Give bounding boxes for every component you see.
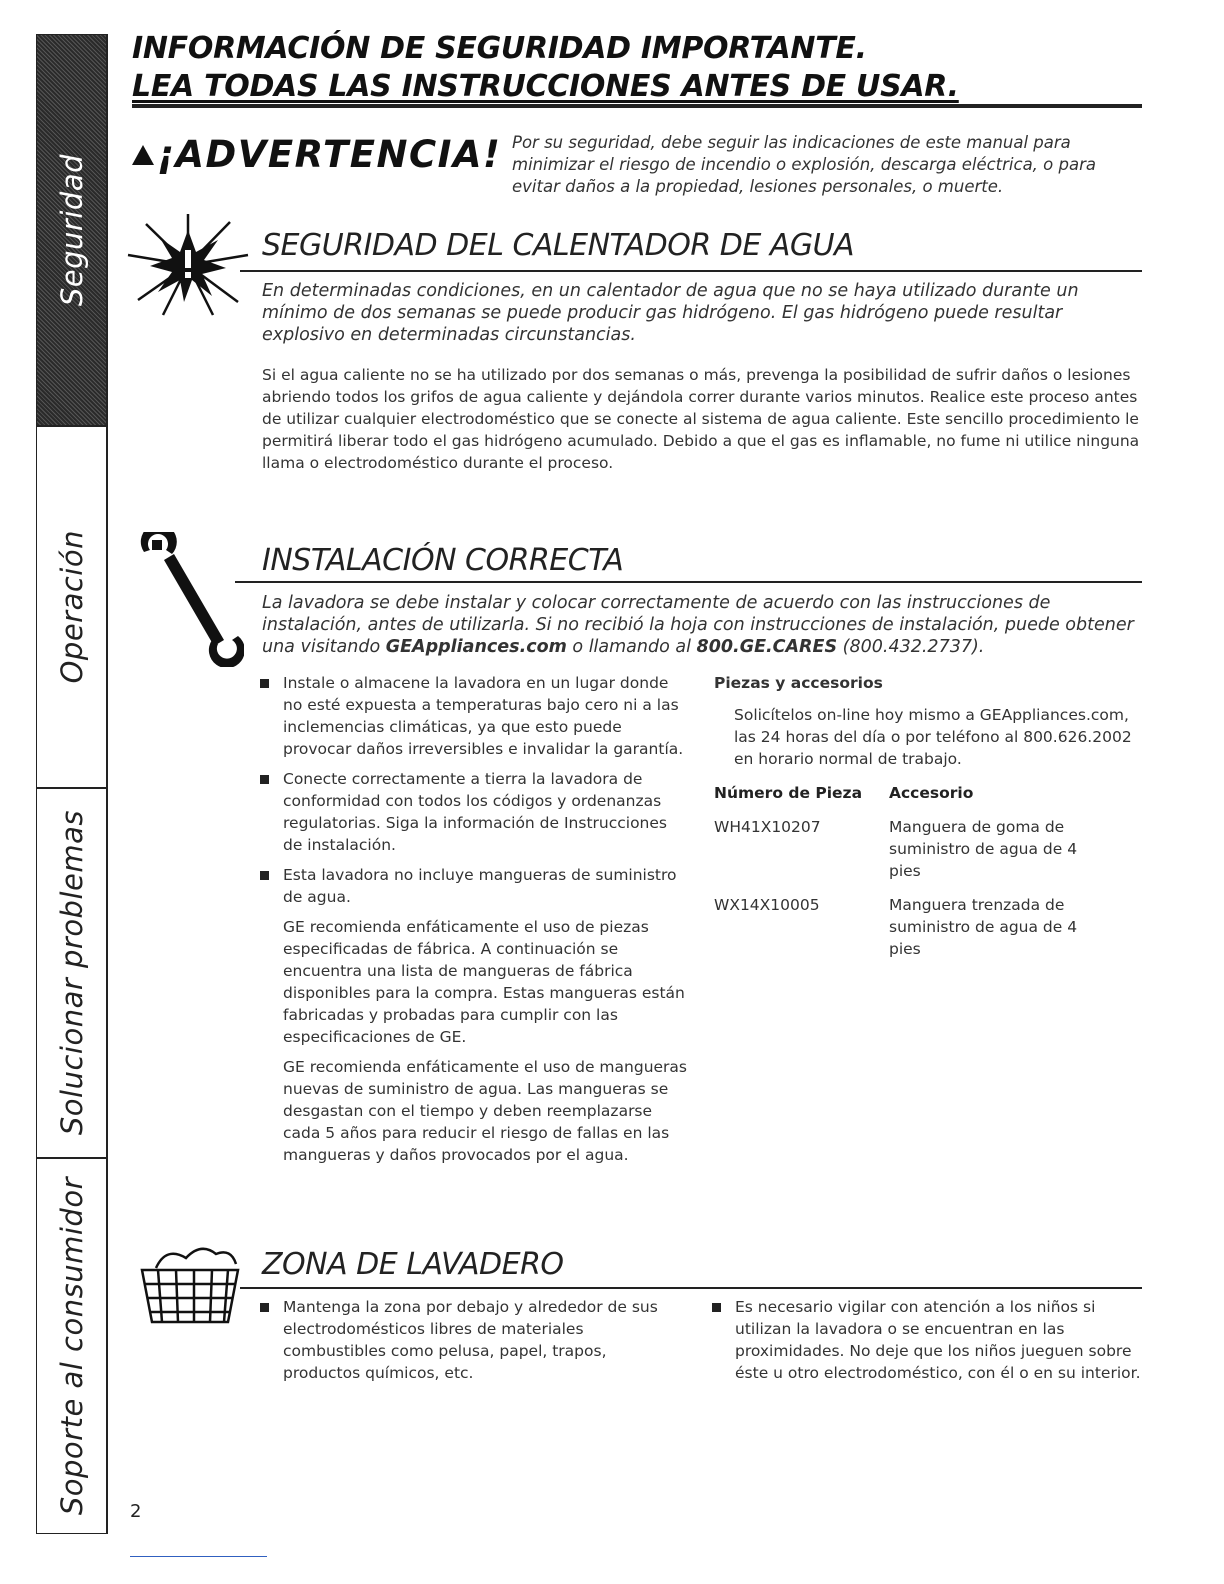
table-row <box>714 816 1089 894</box>
bullet-icon <box>260 775 269 784</box>
laundry-right <box>710 1296 1150 1392</box>
warning-text: Por su seguridad, debe seguir las indicaciones de este manual para minimizar el riesgo de incendio o explosión, descarga eléctrica, o para evitar daños a la propiedad, lesiones personales, o muerte. <box>512 133 1096 196</box>
installation-left-column <box>258 672 690 1174</box>
part-number: WH41X10207 <box>714 818 821 836</box>
bottom-rule <box>130 1556 267 1557</box>
installation-intro-text: La lavadora se debe instalar y colocar correctamente de acuerdo con las instrucciones de instalación, antes de utilizarla. Si no recibió la hoja con instrucciones de instalación, puede obtener una visitando <box>262 593 1134 657</box>
side-tab-operacion[interactable] <box>36 426 106 788</box>
part-number: WX14X10005 <box>714 896 820 914</box>
side-tab-label: Seguridad <box>54 153 89 307</box>
installation-intro <box>262 592 1142 658</box>
bullet-text: Instale o almacene la lavadora en un lugar donde no esté expuesta a temperaturas bajo cero ni a las inclemencias climáticas, ya que esto puede provocar daños irreversibles e invalidar la garantía. <box>283 674 684 758</box>
phone-bold: 800.GE.CARES <box>696 637 838 657</box>
parts-table <box>714 782 1089 972</box>
warning-title-text: ¡ADVERTENCIA! <box>157 133 502 176</box>
bullet-icon <box>712 1303 721 1312</box>
accessory: Manguera trenzada de suministro de agua de 4 pies <box>889 896 1078 958</box>
bullet-icon <box>260 871 269 880</box>
installation-intro-text-2: o llamando al <box>566 637 697 657</box>
parts-recommendation: GE recomienda enfáticamente el uso de piezas especificadas de fábrica. A continuación se encuentra una lista de mangueras de fábrica disponibles para la compra. Estas mangueras están fabricadas y probadas para cumplir con las especificaciones de GE. <box>283 918 685 1046</box>
side-tab-label: Soporte al consumidor <box>54 1176 89 1516</box>
list-item <box>258 1296 678 1384</box>
list-item <box>258 864 690 908</box>
side-tab-seguridad[interactable] <box>36 34 106 426</box>
water-heater-rule <box>240 270 1142 272</box>
parts-column <box>714 672 1142 972</box>
installation-rule <box>235 581 1142 583</box>
bullet-text: Mantenga la zona por debajo y alrededor de sus electrodomésticos libres de materiales combustibles como pelusa, papel, trapos, productos químicos, etc. <box>283 1298 658 1382</box>
bullet-text: Es necesario vigilar con atención a los niños si utilizan la lavadora o se encuentran en las proximidades. No deje que los niños jueguen sobre éste u otro electrodoméstico, con él o en su interior. <box>735 1298 1141 1382</box>
hoses-recommendation: GE recomienda enfáticamente el uso de mangueras nuevas de suministro de agua. Las mangueras se desgastan con el tiempo y deben reemplazarse cada 5 años para reducir el riesgo de fallas en las mangueras y daños provocados por el agua. <box>283 1058 687 1164</box>
bullet-icon <box>260 1303 269 1312</box>
list-item <box>258 672 690 760</box>
explosion-icon <box>118 210 258 320</box>
header-rule <box>132 104 1142 108</box>
list-item <box>710 1296 1150 1384</box>
warning-triangle-icon <box>132 145 154 165</box>
bullet-text: Esta lavadora no incluye mangueras de suministro de agua. <box>283 866 677 906</box>
water-heater-title: SEGURIDAD DEL CALENTADOR DE AGUA <box>262 228 855 263</box>
water-heater-body: Si el agua caliente no se ha utilizado por dos semanas o más, prevenga la posibilidad de sufrir daños o lesiones abriendo todos los grifos de agua caliente y dejándola correr durante varios minutos. Realice este proceso antes de utilizar cualquier electrodoméstico que se conecte al sistema de agua caliente. Este sencillo procedimiento le permitirá liberar todo el gas hidrógeno acumulado. Debido a que el gas es inflamable, no fume ni utilice ninguna llama o electrodoméstico durante el proceso. <box>262 366 1140 472</box>
laundry-rule <box>240 1287 1142 1289</box>
bullet-text: Conecte correctamente a tierra la lavadora de conformidad con todos los códigos y ordenanzas regulatorias. Siga la información de Instrucciones de instalación. <box>283 770 667 854</box>
geappliances-link[interactable]: GEAppliances.com <box>385 637 567 657</box>
water-heater-intro: En determinadas condiciones, en un calentador de agua que no se haya utilizado durante un mínimo de dos semanas se puede producir gas hidrógeno. El gas hidrógeno puede resultar explosivo en determinadas circunstancias. <box>262 281 1079 345</box>
page-header <box>132 30 959 106</box>
accessory: Manguera de goma de suministro de agua de 4 pies <box>889 818 1078 880</box>
wrench-icon <box>134 532 244 667</box>
laundry-title: ZONA DE LAVADERO <box>262 1247 564 1282</box>
col-part-number: Número de Pieza <box>714 784 863 802</box>
installation-title: INSTALACIÓN CORRECTA <box>262 543 624 578</box>
side-tab-solucionar[interactable] <box>36 788 106 1158</box>
bullet-icon <box>260 679 269 688</box>
table-row <box>714 894 1089 972</box>
parts-title: Piezas y accesorios <box>714 674 883 692</box>
laundry-basket-icon <box>136 1240 246 1330</box>
parts-intro: Solicítelos on-line hoy mismo a GEAppliances.com, las 24 horas del día o por teléfono al 800.626.2002 en horario normal de trabajo. <box>734 706 1132 768</box>
side-tab-soporte[interactable] <box>36 1158 106 1534</box>
header-line-2: LEA TODAS LAS INSTRUCCIONES ANTES DE USAR. <box>132 69 959 104</box>
warning-title <box>132 133 501 176</box>
phone-number: (800.432.2737). <box>837 637 985 657</box>
list-item <box>258 768 690 856</box>
page-number: 2 <box>130 1501 142 1522</box>
side-divider <box>106 34 108 1534</box>
col-accessory: Accesorio <box>889 784 974 802</box>
laundry-left <box>258 1296 678 1392</box>
side-tab-label: Operación <box>54 530 89 684</box>
side-tab-label: Solucionar problemas <box>54 810 89 1136</box>
header-line-1: INFORMACIÓN DE SEGURIDAD IMPORTANTE. <box>132 31 867 66</box>
